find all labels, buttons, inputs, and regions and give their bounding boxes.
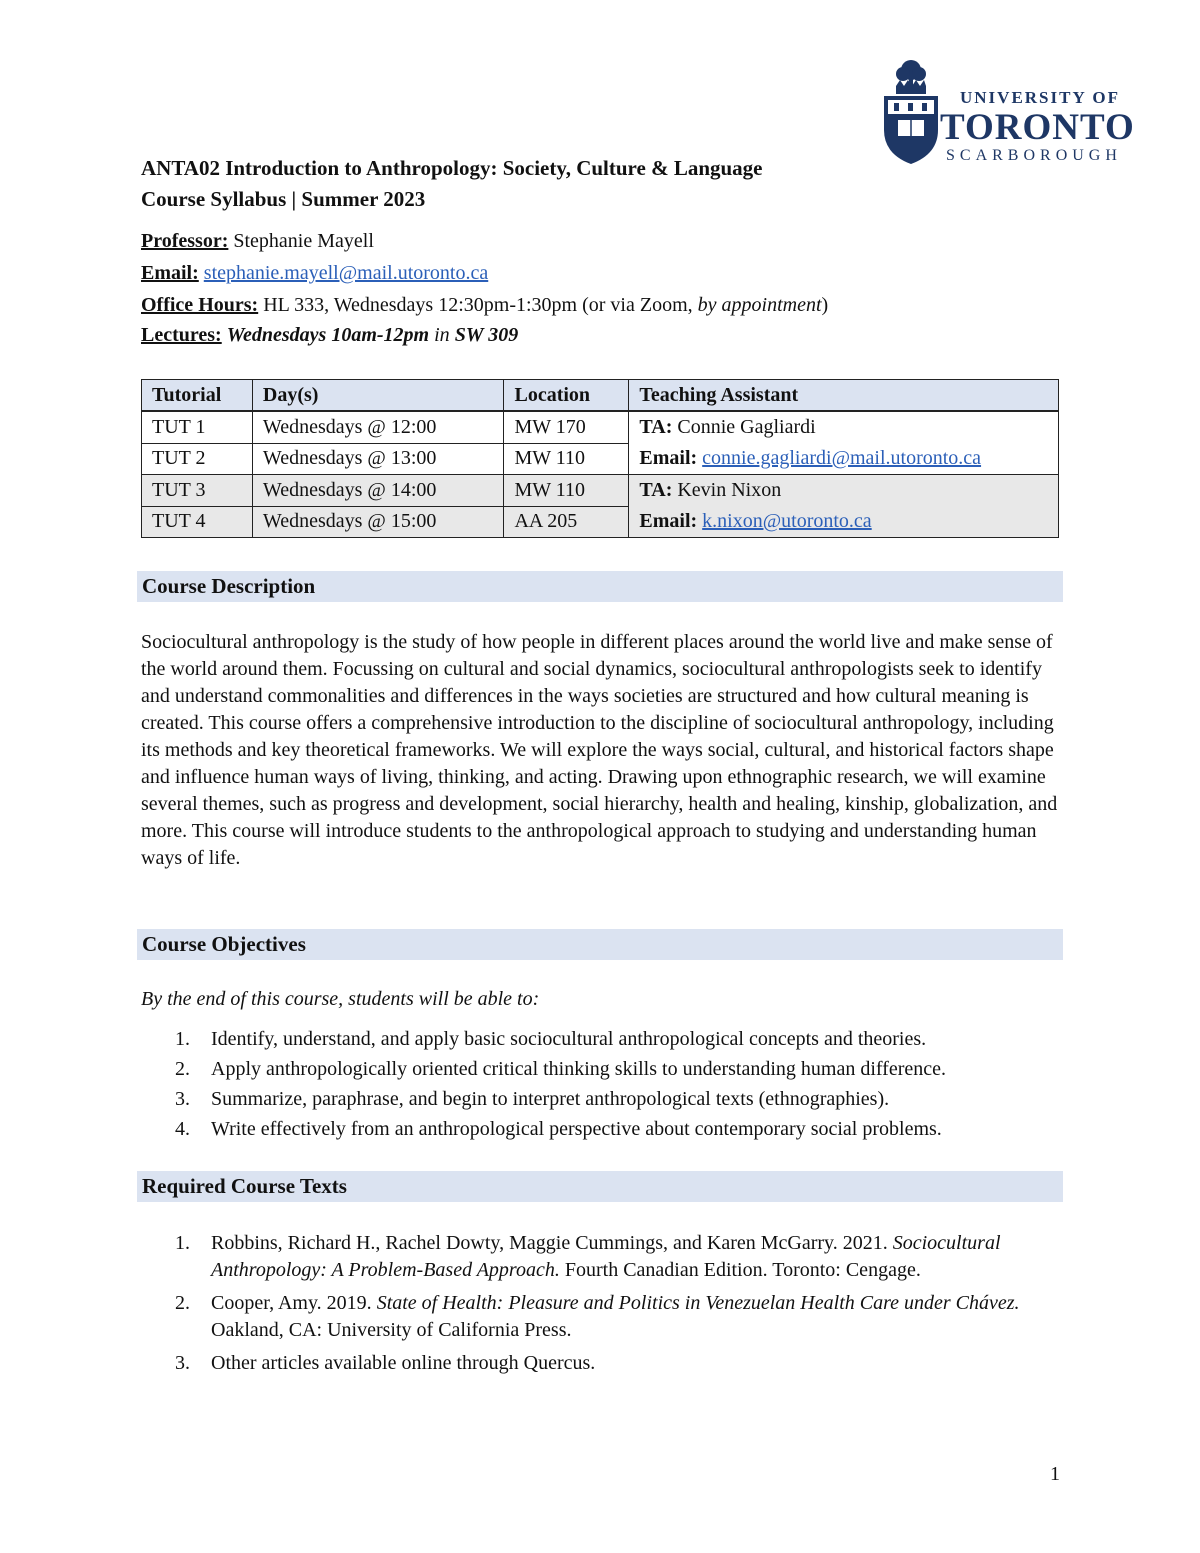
objectives-list	[141, 1024, 1061, 1144]
lectures-in: in	[434, 324, 450, 346]
list-item: 2. Apply anthropologically oriented critical thinking skills to understanding human difference.	[175, 1058, 947, 1080]
tutorial-cell: TUT 3	[142, 475, 253, 507]
lectures-room: SW 309	[454, 324, 519, 346]
ta-cell	[629, 475, 1059, 538]
column-header: Tutorial	[142, 380, 253, 412]
section-title: Required Course Texts	[142, 1174, 347, 1198]
office-hours-line	[141, 294, 828, 317]
ta-name: Kevin Nixon	[677, 479, 782, 501]
location-cell: MW 110	[504, 475, 629, 507]
ta-label: TA:	[639, 479, 673, 501]
section-header-texts	[137, 1171, 1063, 1202]
section-title: Course Objectives	[142, 932, 306, 956]
day-cell: Wednesdays @ 14:00	[252, 475, 504, 507]
location-cell: MW 110	[504, 443, 629, 475]
crest-icon	[878, 58, 944, 168]
column-header: Location	[504, 380, 629, 412]
ta-email-label: Email:	[639, 447, 698, 469]
ta-email-label: Email:	[639, 510, 698, 532]
table-row	[142, 475, 1059, 507]
course-title: ANTA02 Introduction to Anthropology: Society, Culture & Language	[141, 156, 763, 180]
list-item: 2. Cooper, Amy. 2019. State of Health: Pleasure and Politics in Venezuelan Health Care under Chávez. Oakland, CA: University of California Press.	[175, 1292, 1020, 1341]
list-item: 4. Write effectively from an anthropological perspective about contemporary social problems.	[175, 1118, 942, 1140]
day-cell: Wednesdays @ 12:00	[252, 411, 504, 443]
office-hours-label: Office Hours:	[141, 294, 259, 316]
email-label: Email:	[141, 262, 199, 284]
university-logo	[878, 58, 1135, 168]
tutorial-cell: TUT 4	[142, 506, 253, 538]
lectures-label: Lectures:	[141, 324, 222, 346]
table-row	[142, 411, 1059, 443]
tutorial-table	[141, 379, 1059, 538]
ta-email-link[interactable]: k.nixon@utoronto.ca	[702, 510, 872, 532]
lectures-time: Wednesdays 10am-12pm	[226, 324, 430, 346]
course-description: Sociocultural anthropology is the study of how people in different places around the world live and make sense of the world around them. Focussing on cultural and social dynamics, sociocultural anthropologists seek to identify and understand commonalities and differences in the ways societies are structured and how cultural meaning is created. This course offers a comprehensive introduction to the discipline of sociocultural anthropology, including its methods and key theoretical frameworks. We will explore the ways social, cultural, and historical factors shape and influence human ways of living, thinking, and acting. Drawing upon ethnographic research, we will examine several themes, such as progress and development, social hierarchy, health and healing, kinship, globalization, and more. This course will introduce students to the anthropological approach to studying and understanding human ways of life.	[141, 631, 1058, 869]
lectures-line	[141, 324, 518, 347]
table-header-row	[142, 380, 1059, 412]
ta-email-link[interactable]: connie.gagliardi@mail.utoronto.ca	[702, 447, 982, 469]
texts-list	[141, 1230, 1061, 1383]
email-line	[141, 262, 488, 285]
office-hours-italic: by appointment	[697, 294, 822, 316]
office-hours-end: )	[821, 294, 829, 316]
section-header-objectives	[137, 929, 1063, 960]
professor-name: Stephanie Mayell	[233, 230, 374, 252]
list-item: 3. Summarize, paraphrase, and begin to interpret anthropological texts (ethnographies).	[175, 1088, 890, 1110]
logo-line-3: SCARBOROUGH	[946, 147, 1122, 164]
section-header-description	[137, 571, 1063, 602]
ta-label: TA:	[639, 416, 673, 438]
location-cell: MW 170	[504, 411, 629, 443]
professor-line	[141, 230, 374, 253]
location-cell: AA 205	[504, 506, 629, 538]
logo-line-1: UNIVERSITY OF	[960, 88, 1120, 107]
office-hours-text: HL 333, Wednesdays 12:30pm-1:30pm (or via Zoom,	[263, 294, 698, 316]
list-item: 3. Other articles available online through Quercus.	[175, 1352, 596, 1374]
page-number: 1	[1050, 1463, 1060, 1485]
day-cell: Wednesdays @ 13:00	[252, 443, 504, 475]
tutorial-cell: TUT 2	[142, 443, 253, 475]
column-header: Teaching Assistant	[629, 380, 1059, 412]
professor-email-link[interactable]: stephanie.mayell@mail.utoronto.ca	[203, 262, 489, 284]
ta-name: Connie Gagliardi	[677, 416, 816, 438]
ta-cell	[629, 411, 1059, 475]
column-header: Day(s)	[252, 380, 504, 412]
section-title: Course Description	[142, 574, 316, 598]
professor-label: Professor:	[141, 230, 229, 252]
tutorial-cell: TUT 1	[142, 411, 253, 443]
logo-line-2: TORONTO	[940, 107, 1135, 148]
course-subtitle: Course Syllabus | Summer 2023	[141, 187, 426, 211]
list-item: 1. Robbins, Richard H., Rachel Dowty, Maggie Cummings, and Karen McGarry. 2021. Sociocultural Anthropology: A Problem-Based Approach. Fourth Canadian Edition. Toronto: Cengage.	[175, 1232, 1001, 1281]
list-item: 1. Identify, understand, and apply basic sociocultural anthropological concepts and theories.	[175, 1028, 927, 1050]
objectives-intro: By the end of this course, students will be able to:	[141, 988, 540, 1010]
day-cell: Wednesdays @ 15:00	[252, 506, 504, 538]
